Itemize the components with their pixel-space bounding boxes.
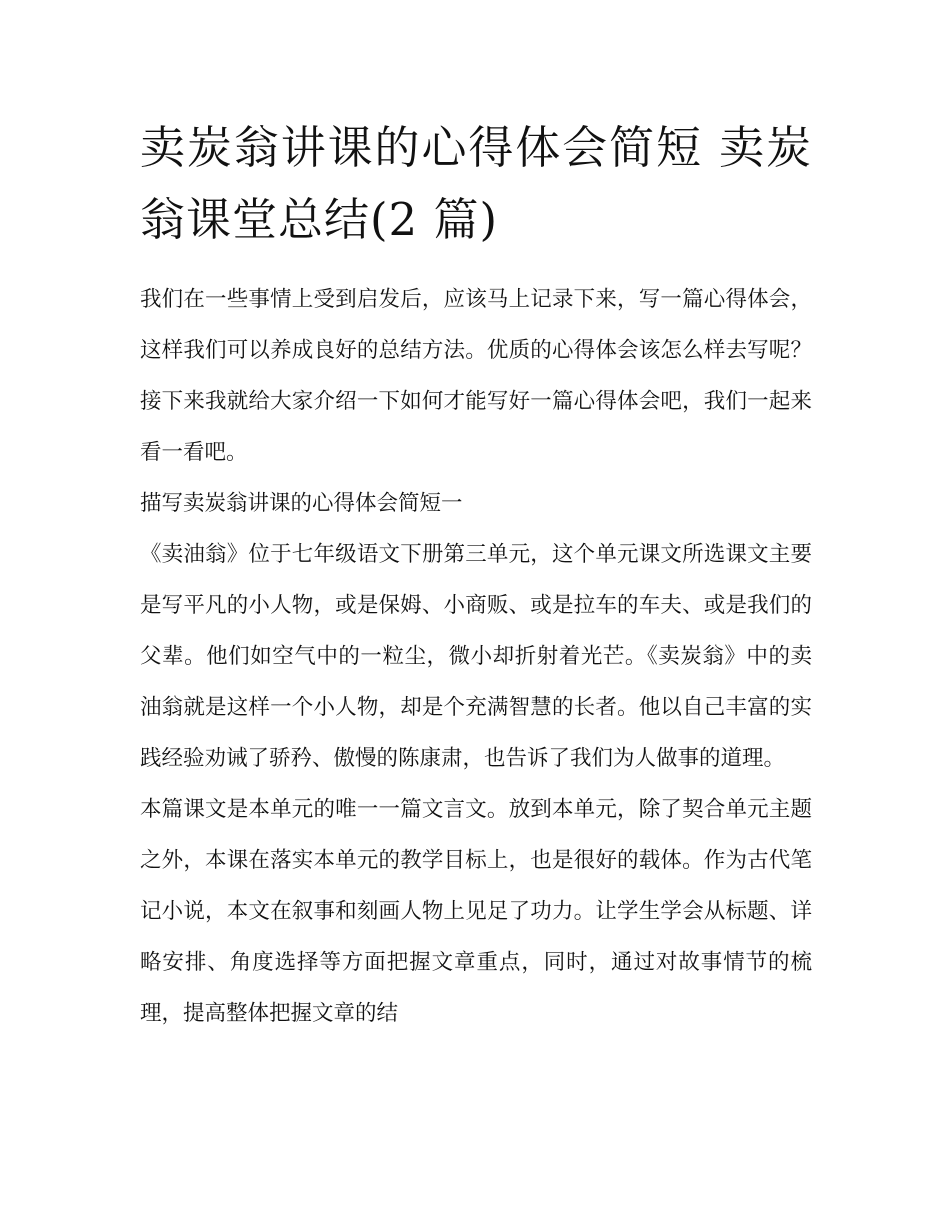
body-paragraph: 本篇课文是本单元的唯一一篇文言文。放到本单元，除了契合单元主题之外，本课在落实本单元的教学目标上，也是很好的载体。作为古代笔记小说，本文在叙事和刻画人物上见足了功力。让学生学会从标题、详略安排、角度选择等方面把握文章重点，同时，通过对故事情节的梳理，提高整体把握文章的结 [140, 797, 812, 1026]
section-heading: 描写卖炭翁讲课的心得体会简短一 [140, 491, 463, 516]
document-title: 卖炭翁讲课的心得体会简短 卖炭翁课堂总结(2 篇) [140, 121, 812, 246]
intro-paragraph: 我们在一些事情上受到启发后，应该马上记录下来，写一篇心得体会，这样我们可以养成良好的总结方法。优质的心得体会该怎么样去写呢？接下来我就给大家介绍一下如何才能写好一篇心得体会吧，我们一起来看一看吧。 [140, 287, 812, 465]
document-body [140, 112, 812, 1039]
body-paragraph: 《卖油翁》位于七年级语文下册第三单元，这个单元课文所选课文主要是写平凡的小人物，或是保姆、小商贩、或是拉车的车夫、或是我们的父辈。他们如空气中的一粒尘，微小却折射着光芒。《卖炭翁》中的卖油翁就是这样一个小人物，却是个充满智慧的长者。他以自己丰富的实践经验劝诫了骄矜、傲慢的陈康肃，也告诉了我们为人做事的道理。 [140, 542, 812, 771]
